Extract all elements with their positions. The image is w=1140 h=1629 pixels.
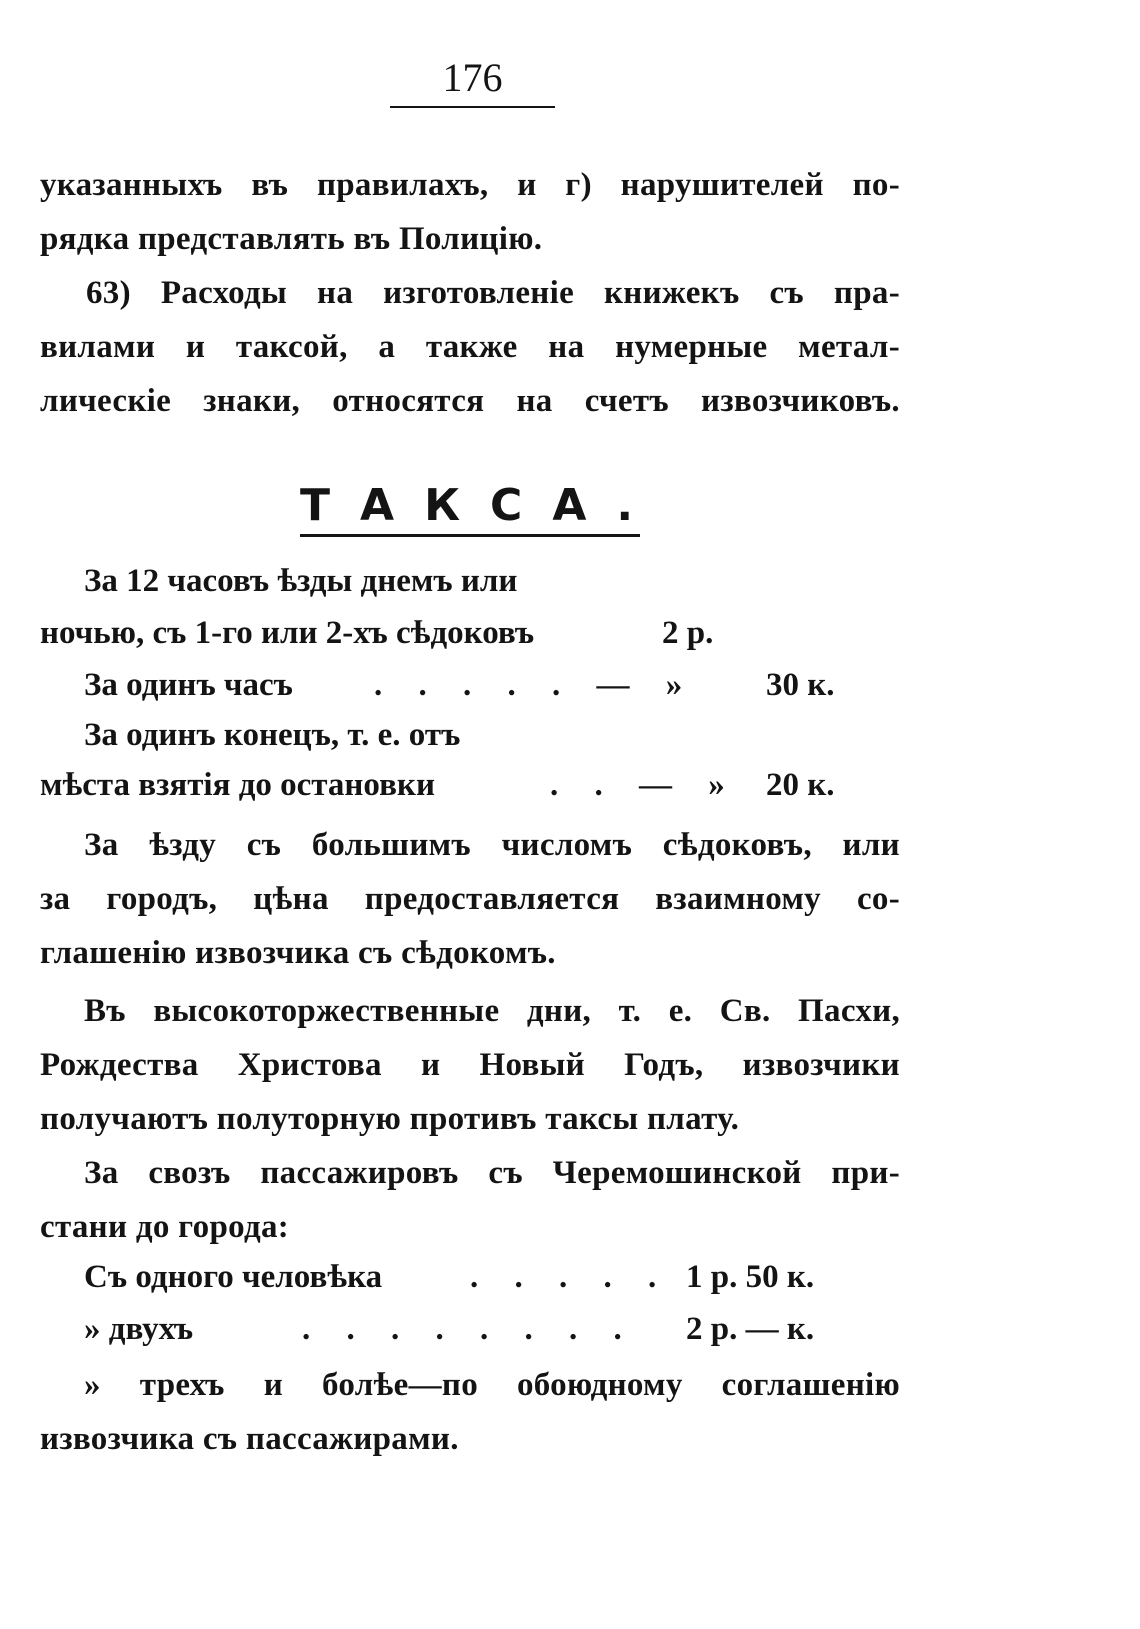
rate-value: 30 к. (766, 667, 835, 703)
page-number-rule (390, 106, 555, 108)
text-line: указанныхъ въ правилахъ, и г) нарушителей по- (40, 167, 900, 203)
paragraph-pier-three (40, 1358, 900, 1466)
paragraph-pier (40, 1146, 900, 1254)
rate-label: Съ одного человѣка (84, 1259, 383, 1295)
rate-leader: . . . . . — » (374, 667, 697, 703)
rate-value: 20 к. (766, 767, 835, 803)
text-line: За свозъ пассажировъ съ Черемошинской при- (84, 1155, 900, 1191)
text-line: рядка представлять въ Полицію. (40, 221, 543, 257)
text-line: За ѣзду съ большимъ числомъ сѣдоковъ, или (84, 827, 900, 863)
rate-value: 2 р. — к. (686, 1311, 815, 1347)
rate-label: За одинъ конецъ, т. е. отъ (84, 717, 461, 753)
paragraph-group-riding (40, 818, 900, 980)
rate-row (40, 554, 900, 608)
text-line: извозчика съ пассажирами. (40, 1421, 459, 1457)
text-line: за городъ, цѣна предоставляется взаимному со- (40, 881, 900, 917)
pier-rate-row (40, 1250, 900, 1304)
text-line: 63) Расходы на изготовленіе книжекъ съ пра- (86, 275, 900, 311)
page-number: 176 (442, 55, 503, 100)
rate-value: 2 р. (662, 615, 714, 651)
text-line: глашенію извозчика съ сѣдокомъ. (40, 935, 556, 971)
rate-leader: . . . . . . . . (302, 1311, 636, 1347)
text-line: Въ высокоторжественные дни, т. е. Св. Пасхи, (84, 993, 900, 1029)
rate-value: 1 р. 50 к. (686, 1259, 815, 1295)
text-line: вилами и таксой, а также на нумерные метал- (40, 329, 900, 365)
rate-row (40, 758, 900, 812)
text-line: получаютъ полуторную противъ таксы плату. (40, 1101, 740, 1137)
paragraph-continuation (40, 158, 900, 266)
pier-rate-row (40, 1302, 900, 1356)
rate-row (40, 606, 900, 660)
text-line: » трехъ и болѣе—по обоюдному соглашенію (84, 1367, 900, 1403)
section-heading: ТАКСА. (300, 478, 640, 537)
paragraph-63 (40, 266, 900, 428)
rate-label: мѣста взятія до остановки (40, 767, 435, 803)
rate-leader: . . . . . (470, 1259, 671, 1295)
text-line: лическіе знаки, относятся на счетъ извозчиковъ. (40, 383, 900, 419)
rate-label: » двухъ (84, 1311, 194, 1347)
rate-leader: . . — » (550, 767, 739, 803)
rate-label: За 12 часовъ ѣзды днемъ или (84, 563, 518, 599)
text-line: Рождества Христова и Новый Годъ, извозчики (40, 1047, 900, 1083)
rate-label: ночью, съ 1-го или 2-хъ сѣдоковъ (40, 615, 535, 651)
paragraph-holidays (40, 984, 900, 1146)
rate-label: За одинъ часъ (84, 667, 293, 703)
rate-row (40, 658, 900, 712)
text-line: стани до города: (40, 1209, 290, 1245)
rate-row (40, 708, 900, 762)
